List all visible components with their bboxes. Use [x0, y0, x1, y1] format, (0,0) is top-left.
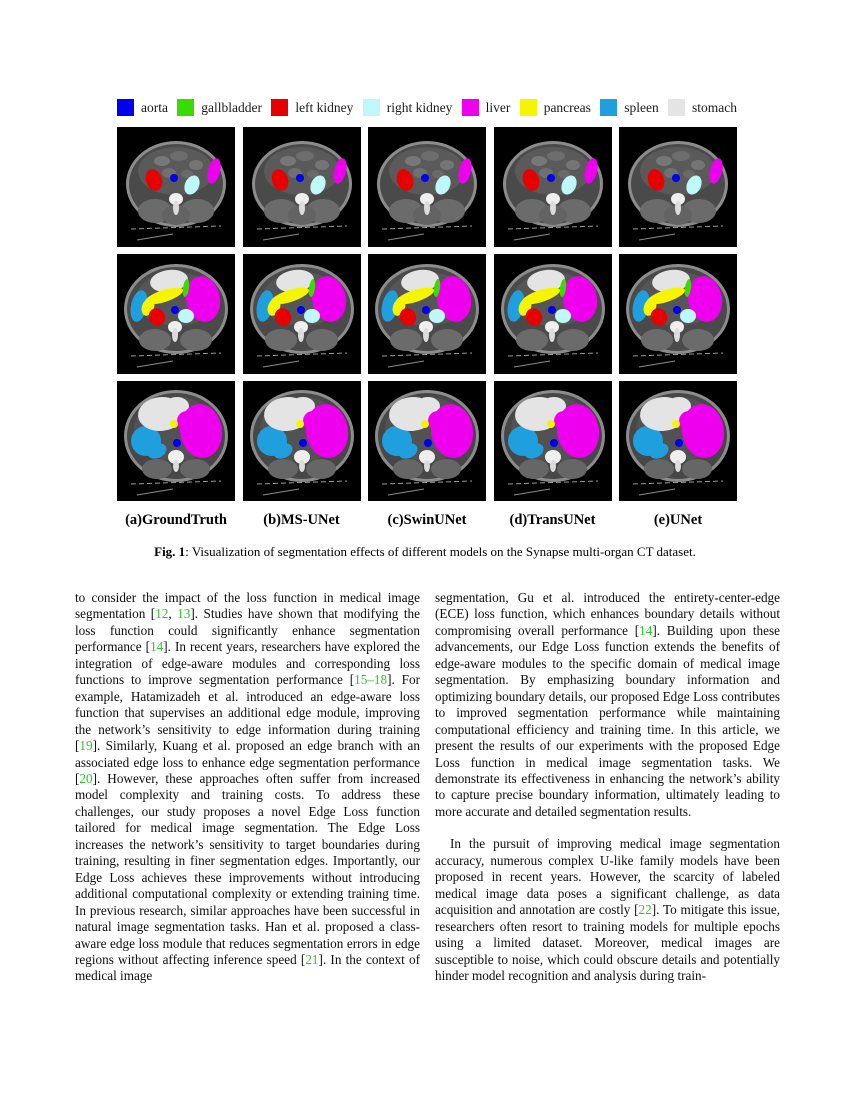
ct-anatomy [393, 459, 423, 479]
legend-label: aorta [141, 99, 168, 115]
ct-anatomy [180, 329, 212, 351]
ct-image-row3-col4 [494, 381, 612, 501]
ct-anatomy [516, 329, 548, 351]
text-segment: ]. In recent years, researchers have explored the integration of edge-aware modules and corresponding loss functions to improve segmentation performance [ [75, 639, 420, 688]
organ-aorta [547, 174, 555, 182]
ct-table-line [263, 489, 299, 495]
legend-swatch-pancreas [520, 99, 537, 116]
organ-right_kidney [680, 309, 696, 323]
ct-table-line [514, 489, 550, 495]
ct-anatomy [424, 201, 430, 215]
paragraph [75, 590, 420, 985]
organ-liver [428, 411, 448, 431]
ct-slice-svg [619, 381, 737, 501]
ct-slice-svg [243, 381, 361, 501]
ct-anatomy [440, 160, 454, 170]
organ-aorta [171, 306, 179, 314]
ct-anatomy [306, 459, 336, 479]
ct-anatomy [672, 151, 690, 161]
citation-link[interactable]: 14 [639, 622, 653, 638]
text-segment: , [168, 606, 178, 622]
ct-anatomy [656, 156, 672, 166]
organ-aorta [672, 174, 680, 182]
ct-table-line [514, 234, 550, 240]
ct-anatomy [142, 459, 172, 479]
ct-anatomy [531, 156, 547, 166]
ct-image-row1-col1 [117, 127, 235, 247]
citation-link[interactable]: 21 [305, 951, 319, 967]
legend-item-gallbladder [177, 99, 262, 116]
ct-anatomy [682, 459, 712, 479]
legend-label: stomach [692, 99, 737, 115]
figure-column-label-1: (a)GroundTruth [125, 512, 227, 528]
ct-anatomy [173, 460, 179, 472]
legend-label: pancreas [543, 99, 591, 115]
figure-column-label-5: (e)UNet [653, 512, 703, 528]
figure-caption [0, 544, 850, 560]
legend-swatch-stomach [668, 99, 685, 116]
organ-aorta [424, 439, 432, 447]
text-segment: ]. However, these approaches often suffer from increased model complexity and training costs. To address these challenges, our study proposes a novel Edge Loss function tailored for medical image segmentation. The Edge Loss increases the network’s sensitivity to target boundaries during training, resulting in finer segmentation edges. Importantly, our Edge Loss achieves these improvements without introducing additional computational complexity or extending training time. In previous research, similar approaches have been successful in natural image segmentation tasks. Han et al. proposed a class-aware edge loss module that reduces segmentation errors in edge regions without affecting inference speed [ [75, 770, 420, 967]
ct-anatomy [566, 160, 580, 170]
ct-anatomy [547, 151, 565, 161]
ct-table-line [137, 489, 173, 495]
ct-image-grid [117, 127, 737, 501]
figure-column-label-2: (b)MS-UNet [263, 512, 340, 528]
ct-table-line [137, 234, 173, 240]
organ-pancreas [421, 420, 429, 428]
ct-slice-svg [494, 381, 612, 501]
text-segment: ]. To mitigate this issue, researchers often resort to training models for multiple epochs using a limited dataset. Moreover, medical images are susceptible to noise, which could obscure details and potentially hinder model recognition and analysis during train- [435, 902, 780, 983]
organ-right_kidney [555, 309, 571, 323]
legend-swatch-gallbladder [177, 99, 194, 116]
ct-anatomy [299, 460, 305, 472]
ct-anatomy [154, 156, 170, 166]
legend-item-left_kidney [271, 99, 353, 116]
legend-item-stomach [668, 99, 737, 116]
ct-anatomy [557, 329, 589, 351]
ct-anatomy [423, 328, 429, 342]
ct-anatomy [421, 151, 439, 161]
organ-pancreas [296, 420, 304, 428]
ct-table-line [388, 361, 424, 367]
ct-table-line [263, 361, 299, 367]
ct-table-line [639, 489, 675, 495]
ct-image-row3-col5 [619, 381, 737, 501]
figure-legend [117, 99, 737, 116]
citation-link[interactable]: 12 [155, 606, 169, 622]
ct-slice-svg [117, 127, 235, 247]
legend-item-spleen [600, 99, 659, 116]
citation-link[interactable]: 20 [79, 770, 93, 786]
organ-aorta [299, 439, 307, 447]
ct-anatomy [431, 329, 463, 351]
organ-right_kidney [429, 309, 445, 323]
organ-aorta [297, 306, 305, 314]
ct-image-row2-col3 [368, 254, 486, 374]
legend-swatch-right_kidney [363, 99, 380, 116]
ct-slice-svg [494, 127, 612, 247]
paragraph [435, 836, 780, 984]
ct-anatomy [172, 328, 178, 342]
ct-anatomy [299, 201, 305, 215]
ct-anatomy [280, 156, 296, 166]
organ-pancreas [170, 420, 178, 428]
ct-image-row2-col5 [619, 254, 737, 374]
ct-anatomy [691, 160, 705, 170]
ct-anatomy [405, 156, 421, 166]
ct-anatomy [315, 160, 329, 170]
ct-anatomy [296, 151, 314, 161]
citation-link[interactable]: 22 [638, 902, 652, 918]
ct-anatomy [644, 459, 674, 479]
organ-aorta [422, 306, 430, 314]
ct-table-line [388, 234, 424, 240]
ct-slice-svg [117, 381, 235, 501]
ct-slice-svg [243, 127, 361, 247]
organ-aorta [675, 439, 683, 447]
ct-anatomy [173, 201, 179, 215]
ct-image-row3-col1 [117, 381, 235, 501]
organ-liver [554, 411, 574, 431]
citation-link[interactable]: 15–18 [354, 672, 388, 688]
legend-item-right_kidney [363, 99, 453, 116]
citation-link[interactable]: 19 [79, 738, 93, 754]
legend-label: right kidney [386, 99, 453, 115]
ct-slice-svg [619, 127, 737, 247]
ct-slice-svg [494, 254, 612, 374]
ct-anatomy [431, 459, 461, 479]
organ-aorta [170, 174, 178, 182]
ct-anatomy [424, 460, 430, 472]
citation-link[interactable]: 13 [177, 606, 191, 622]
ct-anatomy [306, 329, 338, 351]
organ-aorta [548, 306, 556, 314]
legend-label: liver [485, 99, 511, 115]
ct-image-row3-col3 [368, 381, 486, 501]
ct-table-line [263, 234, 299, 240]
article-left-column [75, 590, 420, 985]
ct-slice-svg [243, 254, 361, 374]
ct-image-row2-col1 [117, 254, 235, 374]
ct-anatomy [189, 160, 203, 170]
organ-right_kidney [178, 309, 194, 323]
organ-aorta [673, 306, 681, 314]
ct-anatomy [265, 329, 297, 351]
legend-swatch-liver [462, 99, 479, 116]
organ-pancreas [672, 420, 680, 428]
ct-image-row1-col4 [494, 127, 612, 247]
ct-table-line [388, 489, 424, 495]
ct-anatomy [180, 459, 210, 479]
ct-anatomy [139, 329, 171, 351]
text-segment: to consider the impact of the loss function in medical image segmentation [ [75, 590, 420, 622]
legend-label: gallbladder [201, 99, 263, 115]
text-segment: ]. For example, Hatamizadeh et al. introduced an edge-aware loss function that supervises an additional edge module, improving the network’s sensitivity to edge information during training [ [75, 672, 421, 754]
text-segment: segmentation, Gu et al. introduced the entirety-center-edge (ECE) loss function, which enhances boundary details without compromising overall performance [ [435, 590, 780, 638]
figure-caption-text: : Visualization of segmentation effects of different models on the Synapse multi-organ CT dataset. [185, 544, 696, 559]
ct-anatomy [170, 151, 188, 161]
ct-anatomy [298, 328, 304, 342]
ct-image-row2-col4 [494, 254, 612, 374]
ct-slice-svg [619, 254, 737, 374]
ct-image-row1-col3 [368, 127, 486, 247]
ct-image-row2-col2 [243, 254, 361, 374]
organ-aorta [550, 439, 558, 447]
article-right-column [435, 590, 780, 984]
ct-slice-svg [368, 254, 486, 374]
organ-aorta [173, 439, 181, 447]
ct-slice-svg [368, 127, 486, 247]
figure-column-label-3: (c)SwinUNet [387, 512, 467, 528]
organ-liver [177, 411, 197, 431]
ct-anatomy [557, 459, 587, 479]
legend-item-pancreas [520, 99, 591, 116]
organ-aorta [296, 174, 304, 182]
ct-anatomy [519, 459, 549, 479]
figure-column-label-4: (d)TransUNet [509, 512, 596, 528]
ct-anatomy [675, 201, 681, 215]
figure-caption-label: Fig. 1 [154, 544, 186, 559]
organ-liver [679, 411, 699, 431]
ct-anatomy [675, 460, 681, 472]
text-segment: ]. Studies have shown that modifying the loss function could significantly enhance segmentation performance [ [75, 606, 421, 655]
ct-table-line [639, 361, 675, 367]
ct-table-line [639, 234, 675, 240]
ct-anatomy [390, 329, 422, 351]
legend-item-aorta [117, 99, 168, 116]
text-segment: ]. Building upon these advancements, our Edge Loss function extends the benefits of edge-aware modules to the specific domain of medical image segmentation. By emphasizing boundary information and optimizing boundary details, our proposed Edge Loss contributes to improved segmentation performance while maintaining computational efficiency and training time. In this article, we present the results of our experiments with the proposed Edge Loss function in medical image segmentation tasks. We demonstrate its effectiveness in enhancing the network’s ability to capture precise boundary information, ultimately leading to more accurate and detailed segmentation results. [435, 622, 780, 819]
organ-aorta [421, 174, 429, 182]
ct-anatomy [674, 328, 680, 342]
legend-swatch-spleen [600, 99, 617, 116]
text-segment: ]. Similarly, Kuang et al. proposed an edge branch with an associated edge loss to enhance edge segmentation performance [ [75, 738, 420, 786]
legend-item-liver [462, 99, 511, 116]
ct-anatomy [550, 201, 556, 215]
legend-swatch-aorta [117, 99, 134, 116]
ct-anatomy [268, 459, 298, 479]
ct-table-line [514, 361, 550, 367]
paragraph [435, 590, 780, 820]
figure-column-labels [117, 512, 737, 529]
citation-link[interactable]: 14 [150, 639, 164, 655]
organ-right_kidney [304, 309, 320, 323]
legend-swatch-left_kidney [271, 99, 288, 116]
ct-image-row1-col2 [243, 127, 361, 247]
ct-anatomy [549, 328, 555, 342]
text-segment: ]. In the context of medical image [75, 951, 420, 984]
ct-image-row3-col2 [243, 381, 361, 501]
ct-anatomy [682, 329, 714, 351]
ct-slice-svg [368, 381, 486, 501]
text-segment: In the pursuit of improving medical image segmentation accuracy, numerous complex U-like family models have been proposed in recent years. However, the scarcity of labeled medical image data poses a significant challenge, as data acquisition and annotation are costly [ [435, 836, 780, 918]
ct-table-line [137, 361, 173, 367]
organ-liver [303, 411, 323, 431]
ct-slice-svg [117, 254, 235, 374]
ct-anatomy [550, 460, 556, 472]
ct-image-row1-col5 [619, 127, 737, 247]
ct-anatomy [641, 329, 673, 351]
organ-pancreas [547, 420, 555, 428]
legend-label: spleen [624, 99, 659, 115]
legend-label: left kidney [295, 99, 354, 115]
